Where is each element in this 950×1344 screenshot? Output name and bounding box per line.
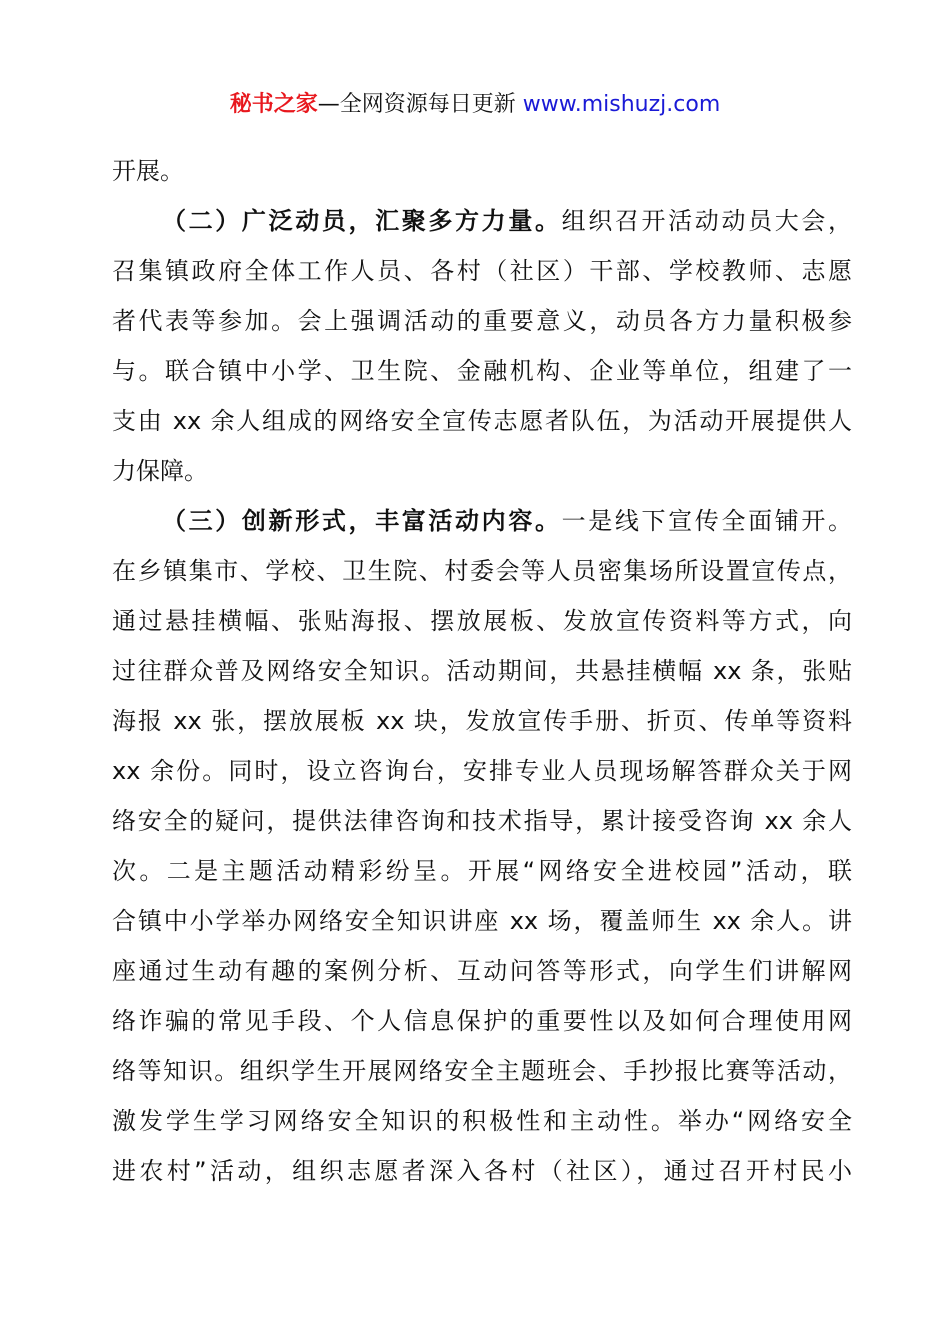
line-text: 者代表等参加。会上强调活动的重要意义，动员各方力量积极参	[112, 307, 852, 335]
paragraph-line	[112, 1096, 852, 1146]
section-heading-line	[112, 496, 852, 546]
line-text: 支由 xx 余人组成的网络安全宣传志愿者队伍，为活动开展提供人	[112, 407, 852, 435]
paragraph-line	[112, 146, 852, 196]
line-text: 座通过生动有趣的案例分析、互动问答等形式，向学生们讲解网	[112, 957, 852, 985]
section-heading-line	[112, 196, 852, 246]
line-text: 一是线下宣传全面铺开。	[561, 507, 853, 535]
paragraph-line	[112, 646, 852, 696]
line-text: 合镇中小学举办网络安全知识讲座 xx 场，覆盖师生 xx 余人。讲	[112, 907, 852, 935]
section-heading: （二）广泛动员，汇聚多方力量。	[162, 207, 562, 235]
line-text: 络安全的疑问，提供法律咨询和技术指导，累计接受咨询 xx 余人	[112, 807, 852, 835]
document-body	[112, 146, 852, 1196]
paragraph-line	[112, 396, 852, 446]
site-header	[0, 88, 950, 122]
site-url[interactable]: www.mishuzj.com	[522, 92, 721, 117]
paragraph-line	[112, 246, 852, 296]
line-text: 通过悬挂横幅、张贴海报、摆放展板、发放宣传资料等方式，向	[112, 607, 852, 635]
line-text: 过往群众普及网络安全知识。活动期间，共悬挂横幅 xx 条，张贴	[112, 657, 852, 685]
paragraph-line	[112, 896, 852, 946]
paragraph-line	[112, 546, 852, 596]
line-text: 召集镇政府全体工作人员、各村（社区）干部、学校教师、志愿	[112, 257, 852, 285]
line-text: 在乡镇集市、学校、卫生院、村委会等人员密集场所设置宣传点，	[112, 557, 852, 585]
line-text: 开展。	[112, 157, 184, 185]
line-text: 进农村”活动，组织志愿者深入各村（社区），通过召开村民小	[112, 1157, 852, 1185]
brand-name: 秘书之家	[229, 92, 318, 117]
line-text: 络诈骗的常见手段、个人信息保护的重要性以及如何合理使用网	[112, 1007, 852, 1035]
line-text: xx 余份。同时，设立咨询台，安排专业人员现场解答群众关于网	[112, 757, 852, 785]
paragraph-line	[112, 1146, 852, 1196]
paragraph-line	[112, 996, 852, 1046]
paragraph-line	[112, 846, 852, 896]
paragraph-line	[112, 1046, 852, 1096]
line-text: 络等知识。组织学生开展网络安全主题班会、手抄报比赛等活动，	[112, 1057, 852, 1085]
paragraph-line	[112, 596, 852, 646]
paragraph-line	[112, 796, 852, 846]
section-heading: （三）创新形式，丰富活动内容。	[162, 507, 562, 535]
line-text: 与。联合镇中小学、卫生院、金融机构、企业等单位，组建了一	[112, 357, 852, 385]
header-slogan: —全网资源每日更新	[317, 92, 523, 117]
paragraph-line	[112, 446, 852, 496]
paragraph-line	[112, 346, 852, 396]
line-text: 力保障。	[112, 457, 208, 485]
paragraph-line	[112, 296, 852, 346]
line-text: 海报 xx 张，摆放展板 xx 块，发放宣传手册、折页、传单等资料	[112, 707, 852, 735]
line-text: 次。二是主题活动精彩纷呈。开展“网络安全进校园”活动，联	[112, 857, 852, 885]
line-text: 激发学生学习网络安全知识的积极性和主动性。举办“网络安全	[112, 1107, 852, 1135]
line-text: 组织召开活动动员大会，	[561, 207, 853, 235]
paragraph-line	[112, 746, 852, 796]
paragraph-line	[112, 696, 852, 746]
paragraph-line	[112, 946, 852, 996]
